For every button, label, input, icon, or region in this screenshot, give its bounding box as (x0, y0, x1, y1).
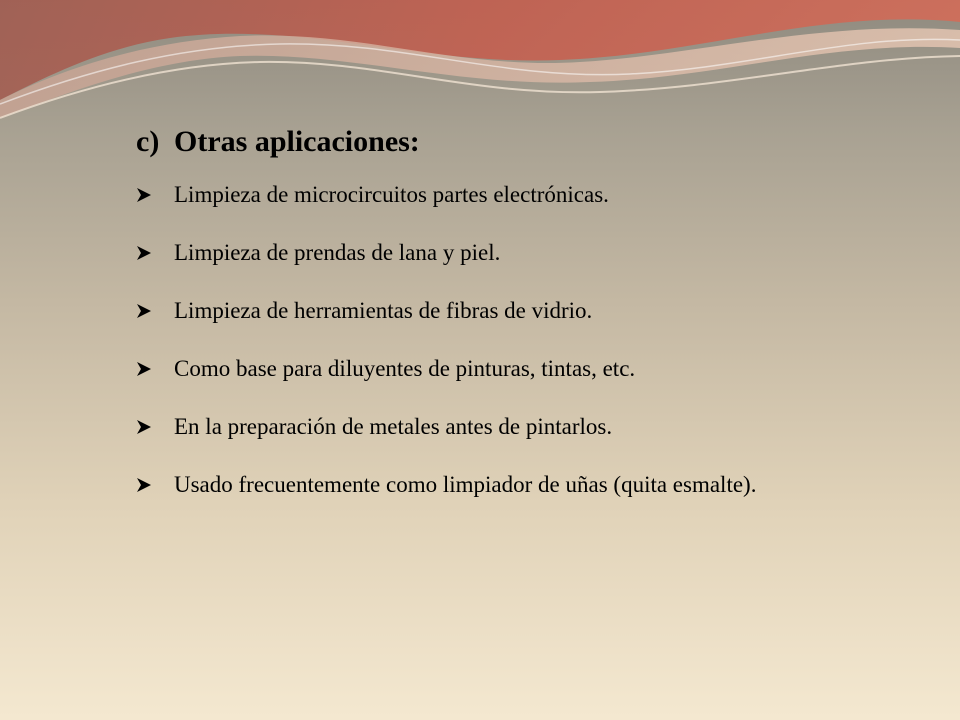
slide-content (136, 118, 836, 514)
arrowhead-bullet-icon (136, 166, 174, 224)
list-item-text: Limpieza de microcircuitos partes electrónicas. (174, 182, 609, 207)
list-item-text: Limpieza de herramientas de fibras de vidrio. (174, 298, 593, 323)
section-title: Otras aplicaciones: (174, 125, 420, 158)
list-item (136, 456, 836, 514)
applications-list (136, 166, 836, 514)
arrowhead-bullet-icon (136, 456, 174, 514)
list-item (136, 166, 836, 224)
list-item-text: Como base para diluyentes de pinturas, tintas, etc. (174, 356, 636, 381)
list-item (136, 340, 836, 398)
arrowhead-bullet-icon (136, 224, 174, 282)
section-number: c) (136, 125, 160, 158)
list-item-text: Limpieza de prendas de lana y piel. (174, 240, 501, 265)
list-item (136, 282, 836, 340)
arrowhead-bullet-icon (136, 340, 174, 398)
arrowhead-bullet-icon (136, 398, 174, 456)
list-item-text: Usado frecuentemente como limpiador de uñas (quita esmalte). (174, 472, 757, 497)
list-item (136, 224, 836, 282)
arrowhead-bullet-icon (136, 282, 174, 340)
section-heading (136, 118, 836, 166)
list-item-text: En la preparación de metales antes de pintarlos. (174, 414, 613, 439)
list-item (136, 398, 836, 456)
